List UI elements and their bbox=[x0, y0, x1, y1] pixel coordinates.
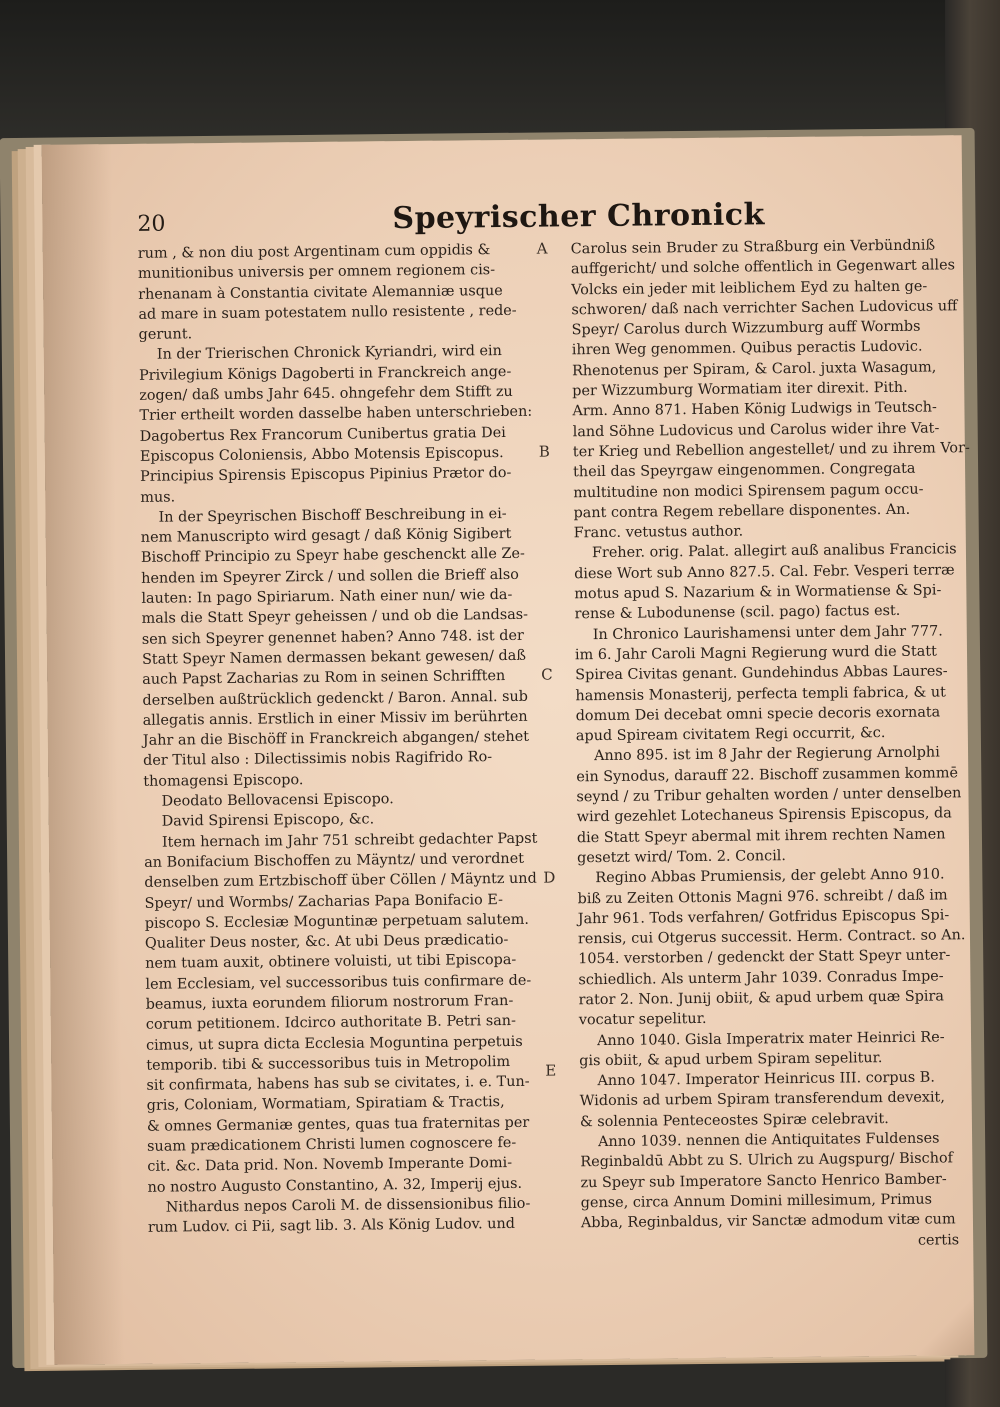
text-line: sit confirmata, habens has sub se civitates, i. e. Tun- bbox=[146, 1073, 530, 1094]
text-line: Nithardus nepos Caroli M. de dissensionibus filio- bbox=[165, 1195, 531, 1216]
text-line: piscopo S. Ecclesiæ Moguntinæ perpetuam salutem. bbox=[144, 911, 530, 932]
text-line: domum Dei decebat omni specie decoris exornata bbox=[575, 704, 941, 725]
text-line: auffgericht/ und solche offentlich in Gegenwart alles bbox=[570, 257, 956, 278]
text-line: sen sich Speyrer genennet haben? Anno 748. ist der bbox=[141, 627, 524, 648]
text-line: Dagobertus Rex Francorum Cunibertus gratia Dei bbox=[139, 424, 506, 445]
text-line: ihren Weg genommen. Quibus peractis Ludovic. bbox=[571, 339, 923, 359]
text-line: Deodato Bellovacensi Episcopo. bbox=[161, 791, 394, 810]
text-line: rhenanam à Constantia civitate Alemanniæ usque bbox=[138, 282, 503, 303]
text-line: beamus, iuxta eorundem filiorum nostrorum Fran- bbox=[145, 992, 514, 1013]
margin-letter-a: A bbox=[536, 239, 548, 258]
text-line: rum Ludov. ci Pii, sagt lib. 3. Als König Ludov. und bbox=[147, 1216, 516, 1237]
text-line: pant contra Regem rebellare disponentes. An. bbox=[573, 501, 911, 522]
text-line: zogen/ daß umbs Jahr 645. ohngefehr dem Stifft zu bbox=[139, 384, 513, 404]
text-line: motus apud S. Nazarium & in Wormatiense & Spi- bbox=[574, 582, 942, 603]
text-line: Reginbaldū Abbt zu S. Ulrich zu Augspurg/ Bischof bbox=[580, 1150, 954, 1171]
text-line: denselben zum Ertzbischoff über Cöllen / Mäyntz und bbox=[144, 870, 537, 892]
text-line: Abba, Reginbaldus, vir Sanctæ admodum vitæ cum bbox=[580, 1211, 956, 1232]
text-line: ad mare in suam potestatem nullo resistente , rede- bbox=[138, 302, 517, 323]
text-line: die Statt Speyr abermal mit ihrem rechten Namen bbox=[576, 826, 946, 846]
text-line: cimus, ut supra dicta Ecclesia Moguntina perpetuis bbox=[145, 1033, 523, 1054]
text-line: land Söhne Ludovicus und Carolus wider ihre Vat- bbox=[572, 420, 940, 440]
running-title: Speyrischer Chronick bbox=[392, 197, 766, 237]
text-line: Bischoff Principio zu Speyr habe geschenckt alle Ze- bbox=[140, 546, 525, 567]
text-line: Rhenotenus per Spiram, & Carol. juxta Wasagum, bbox=[571, 359, 937, 380]
text-line: schiedlich. Als unterm Jahr 1039. Conradus Impe- bbox=[578, 968, 944, 988]
text-line: Anno 1039. nennen die Antiquitates Fuldenses bbox=[598, 1130, 940, 1151]
text-line: munitionibus universis per omnem regionem cis- bbox=[137, 262, 496, 283]
text-line: auch Papst Zacharias zu Rom in seinen Schrifften bbox=[142, 668, 506, 689]
text-line: no nostro Augusto Constantino, A. 32, Imperij ejus. bbox=[147, 1175, 523, 1196]
text-line: lem Ecclesiam, vel successoribus tuis confirmare de- bbox=[145, 972, 532, 993]
text-line: Anno 1040. Gisla Imperatrix mater Heinrici Re- bbox=[596, 1029, 945, 1049]
text-line: gis obiit, & apud urbem Spiram sepelitur. bbox=[579, 1049, 883, 1070]
text-line: Speyr/ und Wormbs/ Zacharias Papa Bonifacio E- bbox=[144, 891, 504, 912]
text-line: Speyr/ Carolus durch Wizzumburg auff Wormbs bbox=[571, 318, 921, 339]
text-line: Carolus sein Bruder zu Straßburg ein Verbündniß bbox=[570, 237, 936, 258]
text-line: cit. &c. Data prid. Non. Novemb Imperante Domi- bbox=[147, 1155, 513, 1176]
text-line: Qualiter Deus noster, &c. At ubi Deus prædicatio- bbox=[144, 932, 509, 952]
text-line: suam prædicationem Christi lumen cognoscere fe- bbox=[147, 1134, 517, 1155]
text-line: thomagensi Episcopo. bbox=[143, 771, 304, 790]
text-line: Item hernach im Jahr 751 schreibt gedachter Papst bbox=[161, 830, 538, 851]
text-line: vocatur sepelitur. bbox=[578, 1011, 707, 1029]
text-line: allegatis annis. Erstlich in einer Missiv im berührten bbox=[142, 708, 528, 729]
text-line: biß zu Zeiten Ottonis Magni 976. schreibt / daß im bbox=[577, 886, 948, 907]
text-line: lauten: In pago Spiriarum. Nath einer nun/ wie da- bbox=[141, 586, 513, 607]
text-line: schworen/ daß nach verrichter Sachen Ludovicus uff bbox=[571, 298, 958, 319]
book-page bbox=[42, 135, 975, 1365]
text-line: temporib. tibi & successoribus tuis in Metropolim bbox=[146, 1053, 511, 1074]
text-line: Freher. orig. Palat. allegirt auß analibus Francicis bbox=[591, 541, 957, 562]
text-line: gense, circa Annum Domini millesimum, Primus bbox=[580, 1191, 933, 1212]
text-line: der Titul also : Dilectissimis nobis Ragifrido Ro- bbox=[143, 749, 493, 770]
text-line: seynd / zu Tribur gehalten worden / unter denselben bbox=[576, 785, 962, 806]
margin-letter-c: C bbox=[541, 665, 553, 684]
text-line: gesetzt wird/ Tom. 2. Concil. bbox=[577, 848, 787, 867]
text-line: Jahr an die Bischöff in Franckreich abgangen/ stehet bbox=[142, 728, 530, 749]
text-line: Widonis ad urbem Spiram transferendum devexit, bbox=[579, 1089, 945, 1110]
right-column bbox=[570, 235, 970, 1254]
text-line: Principius Spirensis Episcopus Pipinius Prætor do- bbox=[140, 465, 512, 486]
text-line: henden im Speyrer Zirck / und sollen die Brieff also bbox=[141, 566, 519, 587]
text-line: & solennia Penteceostes Spiræ celebravit. bbox=[579, 1110, 889, 1131]
text-line: nem Manuscripto wird gesagt / daß König Sigibert bbox=[140, 526, 512, 546]
text-line: ein Synodus, darauff 22. Bischoff zusammen kommē bbox=[576, 765, 959, 786]
text-line: an Bonifacium Bischoffen zu Mäyntz/ und verordnet bbox=[144, 850, 525, 871]
text-line: rensis, cui Otgerus successit. Herm. Contract. so An. bbox=[577, 927, 966, 948]
text-line: nem tuam auxit, obtinere voluisti, ut tibi Episcopa- bbox=[145, 952, 517, 973]
dark-background bbox=[0, 0, 1000, 150]
margin-letter-e: E bbox=[545, 1061, 557, 1080]
margin-letters bbox=[523, 239, 575, 1339]
text-line: David Spirensi Episcopo, &c. bbox=[161, 811, 375, 830]
text-line: mals die Statt Speyr geheissen / und ob die Landsas- bbox=[141, 607, 529, 628]
text-line: zu Speyr sub Imperatore Sancto Henrico Bamber- bbox=[580, 1171, 947, 1191]
text-line: mus. bbox=[140, 489, 176, 506]
text-line: In der Trierischen Chronick Kyriandri, wird ein bbox=[156, 343, 502, 364]
text-line: In der Speyrischen Bischoff Beschreibung in ei- bbox=[158, 505, 507, 526]
text-line: ter Krieg und Rebellion angestellet/ und zu ihrem Vor- bbox=[572, 440, 970, 461]
text-line: im 6. Jahr Caroli Magni Regierung wurd die Statt bbox=[574, 643, 937, 664]
text-line: per Wizzumburg Wormatiam iter direxit. Pith. bbox=[572, 379, 908, 400]
page-corner-shade bbox=[914, 1295, 975, 1356]
margin-letter-d: D bbox=[543, 868, 556, 887]
gutter-shadow bbox=[42, 144, 125, 1365]
text-line: Episcopus Coloniensis, Abbo Motensis Episcopus. bbox=[139, 444, 504, 465]
text-line: Trier ertheilt worden dasselbe haben unterschrieben: bbox=[139, 404, 533, 425]
text-line: rense & Lubodunense (scil. pago) factus est. bbox=[574, 603, 901, 623]
text-line: diese Wort sub Anno 827.5. Cal. Febr. Vesperi terræ bbox=[574, 562, 955, 583]
text-line: apud Spiream civitatem Regi occurrit, &c. bbox=[575, 725, 886, 745]
text-line: Arm. Anno 871. Haben König Ludwigs in Teutsch- bbox=[572, 399, 937, 420]
text-line: 1054. verstorben / gedenckt der Statt Speyr unter- bbox=[578, 947, 951, 968]
text-line: Statt Speyr Namen dermassen bekant gewesen/ daß bbox=[141, 647, 526, 668]
text-line: hamensis Monasterij, perfecta templi fabrica, & ut bbox=[575, 683, 946, 704]
text-line: wird gezehlet Lotechaneus Spirensis Episcopus, da bbox=[576, 805, 952, 826]
text-line: Anno 895. ist im 8 Jahr der Regierung Arnolphi bbox=[593, 744, 940, 765]
text-line: & omnes Germaniæ gentes, quas tua fraternitas per bbox=[146, 1114, 530, 1135]
text-line: multitudine non modici Spirensem pagum occu- bbox=[573, 481, 924, 501]
text-line: Regino Abbas Prumiensis, der gelebt Anno 910. bbox=[595, 866, 945, 887]
text-line: theil das Speyrgaw eingenommen. Congregata bbox=[573, 460, 916, 481]
text-line: rator 2. Non. Junij obiit, & apud urbem quæ Spira bbox=[578, 988, 945, 1009]
text-line: In Chronico Laurishamensi unter dem Jahr 777. bbox=[592, 623, 943, 643]
text-line: corum petitionem. Idcirco authoritate B. Petri san- bbox=[145, 1013, 516, 1034]
text-line: derselben außtrücklich gedenckt / Baron. Annal. sub bbox=[142, 688, 529, 709]
catchword: certis bbox=[917, 1231, 960, 1249]
margin-letter-b: B bbox=[538, 442, 551, 461]
text-line: Volcks ein jeder mit leiblichem Eyd zu halten ge- bbox=[571, 278, 928, 298]
text-line: Privilegium Königs Dagoberti in Franckreich ange- bbox=[138, 363, 512, 384]
left-column bbox=[137, 240, 538, 1238]
text-line: gerunt. bbox=[138, 326, 193, 344]
page-number: 20 bbox=[137, 211, 166, 237]
text-line: rum , & non diu post Argentinam cum oppidis & bbox=[137, 242, 491, 262]
text-line: Franc. vetustus author. bbox=[573, 523, 744, 542]
text-line: Anno 1047. Imperator Heinricus III. corpus B. bbox=[597, 1069, 936, 1090]
text-line: gris, Coloniam, Wormatiam, Spiratiam & Tractis, bbox=[146, 1094, 505, 1115]
text-line: Spirea Civitas genant. Gundehindus Abbas Laures- bbox=[575, 663, 948, 684]
text-line: Jahr 961. Tods verfahren/ Gotfridus Episcopus Spi- bbox=[577, 907, 950, 928]
